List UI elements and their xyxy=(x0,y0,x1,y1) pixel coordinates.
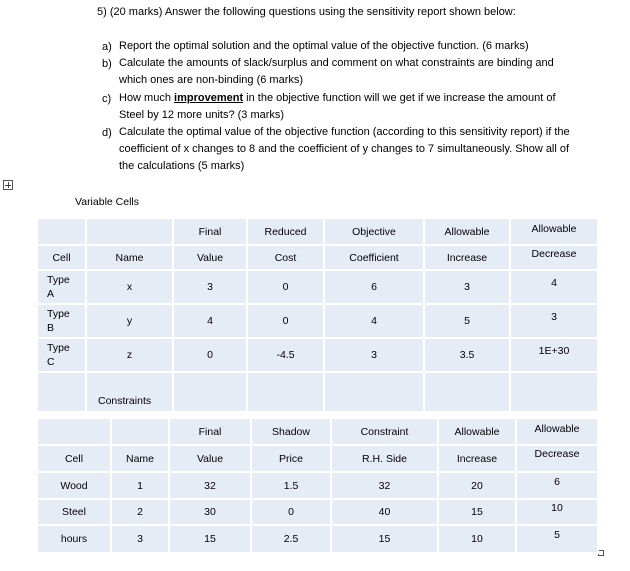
objective-coefficient: 4 xyxy=(324,304,424,338)
header-value: Value xyxy=(173,245,247,270)
header-allowable: Allowable xyxy=(510,218,598,245)
item-c-text: How much improvement in the objective function will we get if we increase the amount of Steel by 12 more units? (3 marks) xyxy=(119,92,556,121)
objective-coefficient: 3 xyxy=(324,338,424,372)
final-value: 3 xyxy=(173,270,247,304)
header-coefficient: Coefficient xyxy=(324,245,424,270)
header-decrease: Decrease xyxy=(516,445,598,472)
item-d-text: Calculate the optimal value of the objective function (according to this sensitivity report) if the coefficient of x changes to 8 and the coefficient of y changes to 7 simultaneously. Show all of the calculations (5 marks) xyxy=(119,126,570,172)
constraint-rhs: 40 xyxy=(331,499,438,525)
shadow-price: 2.5 xyxy=(251,525,331,553)
table-move-handle-icon[interactable] xyxy=(3,180,13,190)
allowable-decrease: 6 xyxy=(516,472,598,499)
final-value: 0 xyxy=(173,338,247,372)
header-cost: Cost xyxy=(247,245,324,270)
constraint-cell: Wood xyxy=(37,472,111,499)
allowable-increase: 15 xyxy=(438,499,516,525)
final-value: 30 xyxy=(169,499,251,525)
header-allowable: Allowable xyxy=(438,418,516,445)
header-cell: Cell xyxy=(37,245,86,270)
item-b-text: Calculate the amounts of slack/surplus and comment on what constraints are binding and which ones are non-binding (6 marks) xyxy=(119,57,554,86)
allowable-increase: 10 xyxy=(438,525,516,553)
reduced-cost: 0 xyxy=(247,270,324,304)
constraint-name: 2 xyxy=(111,499,169,525)
header-price: Price xyxy=(251,445,331,472)
variable-cells-table xyxy=(36,217,599,413)
final-value: 4 xyxy=(173,304,247,338)
objective-coefficient: 6 xyxy=(324,270,424,304)
header-name: Name xyxy=(111,445,169,472)
item-a-text: Report the optimal solution and the optimal value of the objective function. (6 marks) xyxy=(119,40,529,52)
table-row xyxy=(37,525,598,553)
improvement-emphasis: improvement xyxy=(174,92,244,104)
reduced-cost: 0 xyxy=(247,304,324,338)
table-row xyxy=(37,472,598,499)
final-value: 32 xyxy=(169,472,251,499)
cell-label: Type A xyxy=(37,270,86,304)
constraint-name: 1 xyxy=(111,472,169,499)
var-name: z xyxy=(86,338,173,372)
header-allowable: Allowable xyxy=(516,418,598,445)
constraint-cell: hours xyxy=(37,525,111,553)
allowable-increase: 3.5 xyxy=(424,338,510,372)
shadow-price: 1.5 xyxy=(251,472,331,499)
table-row xyxy=(37,338,598,372)
header-allowable: Allowable xyxy=(424,218,510,245)
allowable-decrease: 5 xyxy=(516,525,598,553)
header-decrease: Decrease xyxy=(510,245,598,270)
constraint-rhs: 32 xyxy=(331,472,438,499)
allowable-decrease: 4 xyxy=(510,270,598,304)
table-header-row xyxy=(37,245,598,270)
header-increase: Increase xyxy=(438,445,516,472)
var-name: x xyxy=(86,270,173,304)
table-header-row xyxy=(37,418,598,445)
final-value: 15 xyxy=(169,525,251,553)
header-final: Final xyxy=(173,218,247,245)
constraint-cell: Steel xyxy=(37,499,111,525)
allowable-increase: 20 xyxy=(438,472,516,499)
header-final: Final xyxy=(169,418,251,445)
header-increase: Increase xyxy=(424,245,510,270)
allowable-increase: 3 xyxy=(424,270,510,304)
table-row xyxy=(37,499,598,525)
reduced-cost: -4.5 xyxy=(247,338,324,372)
header-rhs: R.H. Side xyxy=(331,445,438,472)
header-constraint: Constraint xyxy=(331,418,438,445)
header-objective: Objective xyxy=(324,218,424,245)
constraints-table xyxy=(36,417,599,554)
variable-cells-title: Variable Cells xyxy=(75,196,139,208)
item-d-label: d) xyxy=(102,127,112,139)
item-c-label: c) xyxy=(102,93,112,105)
question-title: 5) (20 marks) Answer the following questions using the sensitivity report shown below: xyxy=(97,6,516,18)
header-reduced: Reduced xyxy=(247,218,324,245)
table-header-row xyxy=(37,218,598,245)
table-header-row xyxy=(37,445,598,472)
cell-label: Type B xyxy=(37,304,86,338)
allowable-increase: 5 xyxy=(424,304,510,338)
constraints-title: Constraints xyxy=(98,395,152,407)
header-shadow: Shadow xyxy=(251,418,331,445)
constraint-name: 3 xyxy=(111,525,169,553)
header-cell: Cell xyxy=(37,445,111,472)
var-name: y xyxy=(86,304,173,338)
allowable-decrease: 10 xyxy=(516,499,598,525)
table-row xyxy=(37,270,598,304)
constraint-rhs: 15 xyxy=(331,525,438,553)
cell-label: Type C xyxy=(37,338,86,372)
header-name: Name xyxy=(86,245,173,270)
allowable-decrease: 1E+30 xyxy=(510,338,598,372)
header-value: Value xyxy=(169,445,251,472)
shadow-price: 0 xyxy=(251,499,331,525)
item-b-label: b) xyxy=(102,58,112,70)
item-a-label: a) xyxy=(102,41,112,53)
table-row xyxy=(37,304,598,338)
allowable-decrease: 3 xyxy=(510,304,598,338)
